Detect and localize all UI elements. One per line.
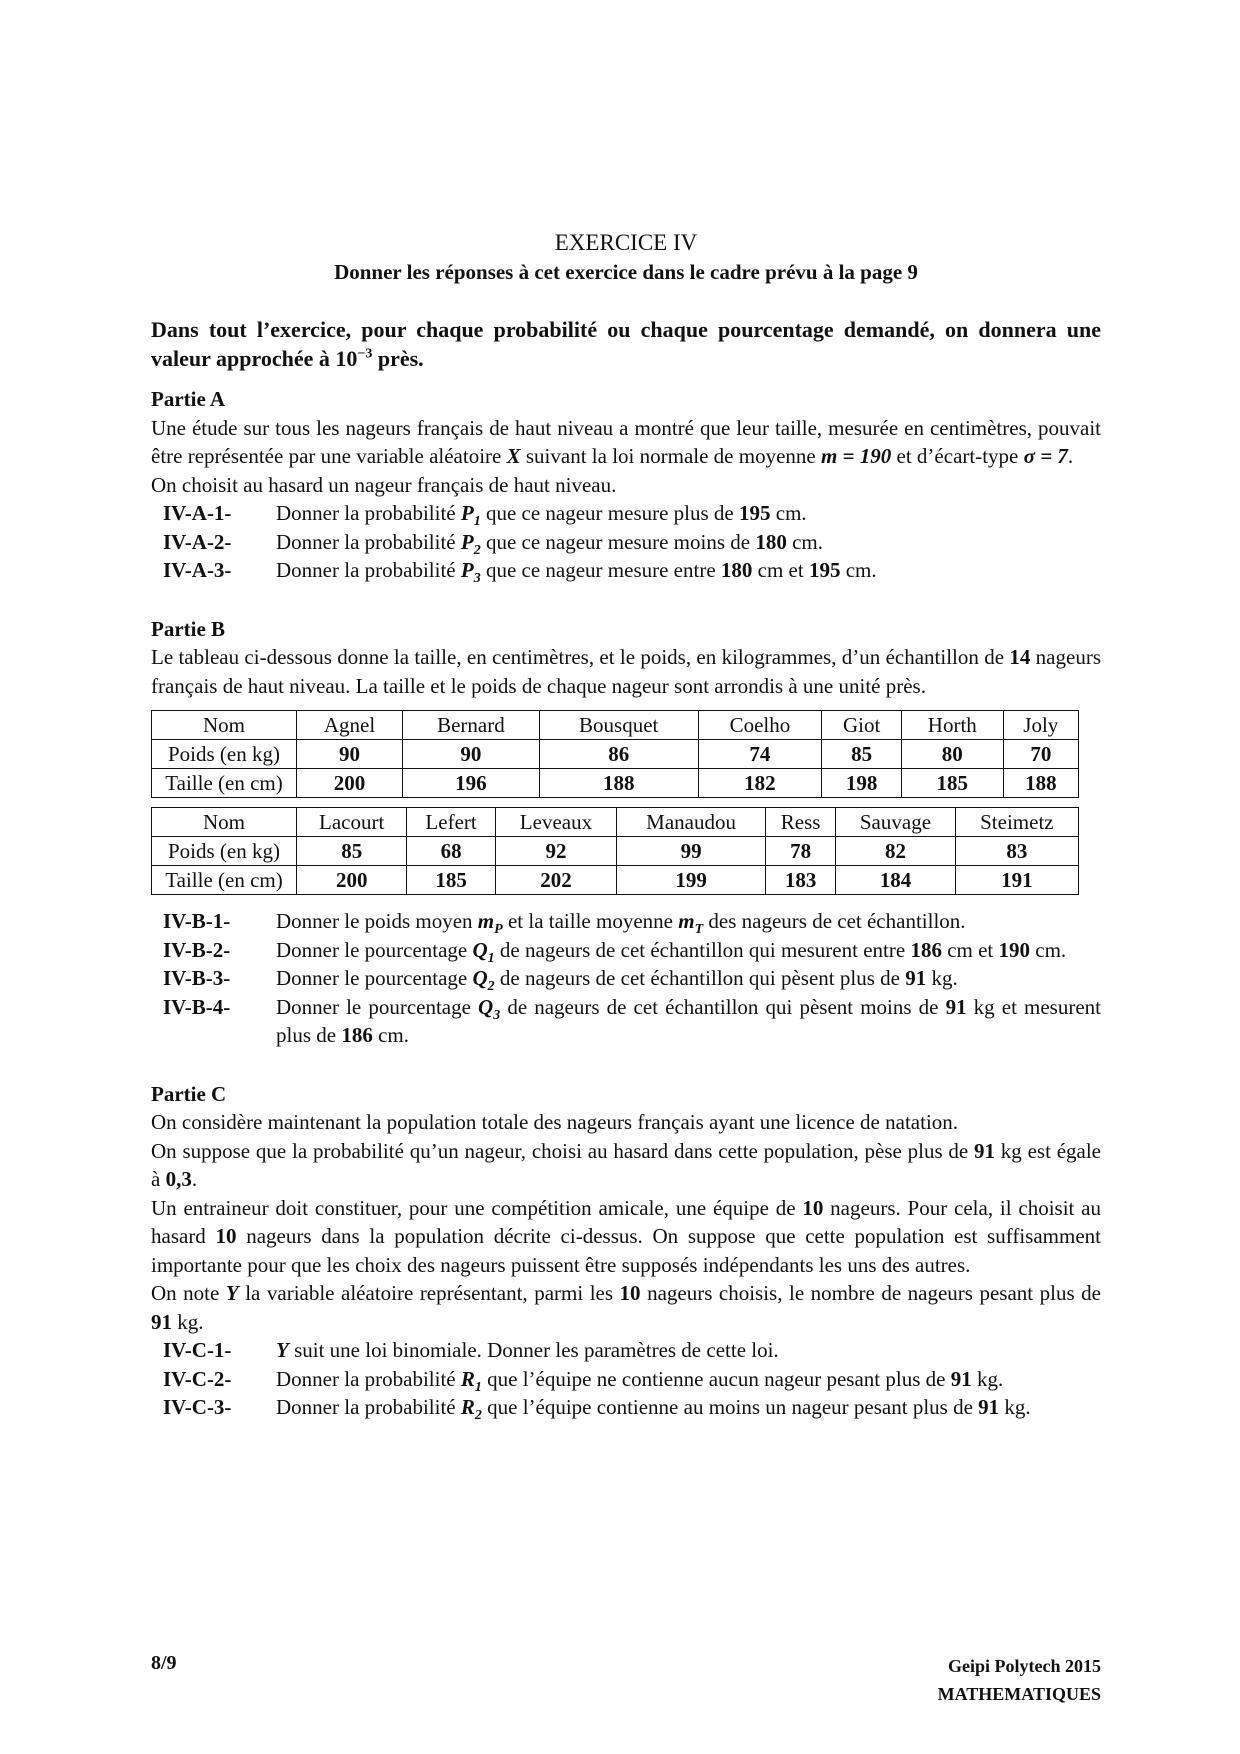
- question-text: [276, 993, 1101, 1050]
- table-row-names: [152, 808, 1079, 837]
- part-c-value: 91: [151, 1309, 172, 1334]
- question-iv-a-1: [163, 499, 1101, 528]
- swimmers-table-1: [151, 710, 1079, 798]
- part-c-title: Partie C: [151, 1081, 227, 1106]
- q-symbol: Y: [276, 1338, 289, 1362]
- table-cell: 185: [901, 769, 1003, 798]
- question-text: [276, 1393, 1101, 1422]
- table-cell: 200: [297, 769, 403, 798]
- table-cell: Sauvage: [836, 808, 956, 837]
- table-cell: Bernard: [403, 711, 540, 740]
- q-text: que ce nageur mesure plus de: [480, 501, 740, 525]
- q-text: cm et: [752, 558, 809, 582]
- q-symbol: Q: [472, 966, 488, 990]
- q-symbol: R: [460, 1366, 475, 1391]
- question-iv-b-1: [163, 907, 1101, 936]
- page-number: 8/9: [151, 1652, 177, 1674]
- question-iv-b-4: [163, 993, 1101, 1050]
- intro-exponent: −3: [357, 346, 373, 362]
- part-c-paragraph-1: On considère maintenant la population totale des nageurs français ayant une licence de natation.: [151, 1110, 959, 1134]
- part-c-value: 0,3: [165, 1167, 192, 1191]
- mean-expr: m = 190: [820, 444, 892, 468]
- table-cell: 92: [495, 837, 616, 866]
- q-subscript: 2: [474, 1408, 482, 1424]
- intro-text: Dans tout l’exercice, pour chaque probabilité ou chaque pourcentage demandé, on donnera une valeur approchée à 10: [151, 317, 1101, 371]
- q-text: que l’équipe contienne au moins un nageur pesant plus de: [481, 1395, 979, 1419]
- question-text: [276, 936, 1101, 965]
- q-text: Donner la probabilité: [276, 1366, 461, 1391]
- table-row-weights: [152, 837, 1079, 866]
- q-text: kg.: [971, 1366, 1004, 1391]
- q-text: et la taille moyenne: [502, 909, 679, 933]
- question-label: IV-A-3-: [163, 558, 232, 582]
- table-cell: Coelho: [698, 711, 822, 740]
- question-iv-c-2: [163, 1365, 1101, 1394]
- q-text: cm.: [786, 529, 823, 554]
- q-text: kg et mesurent plus de: [276, 994, 1102, 1047]
- row-header: Taille (en cm): [152, 866, 297, 895]
- question-label: IV-C-1-: [163, 1338, 232, 1362]
- q-value: 190: [998, 937, 1030, 962]
- exercise-page: [151, 228, 1101, 1422]
- question-iv-a-3: [163, 556, 1101, 585]
- part-c-text: On suppose que la probabilité qu’un nageur, choisi au hasard dans cette population, pèse plus de: [151, 1138, 975, 1163]
- table-cell: 78: [766, 837, 836, 866]
- part-c-text: nageurs choisis, le nombre de nageurs pesant plus de: [640, 1281, 1101, 1305]
- q-value: 186: [341, 1023, 373, 1047]
- intro-instruction: [151, 316, 1101, 373]
- part-c-value: 91: [974, 1138, 996, 1163]
- table-cell: 199: [617, 866, 766, 895]
- question-text: [276, 907, 1101, 936]
- q-text: cm.: [372, 1023, 409, 1047]
- q-value: 180: [755, 529, 787, 554]
- question-iv-c-1: [163, 1336, 1101, 1365]
- part-c-text: nageurs dans la population décrite ci-dessus. On suppose que cette population est suffisamment importante pour que les choix des nageurs puissent être supposés indépendants les uns des autres.: [151, 1224, 1101, 1277]
- part-c-value: 10: [215, 1224, 237, 1248]
- q-subscript: 1: [474, 1379, 482, 1395]
- table-cell: Giot: [822, 711, 902, 740]
- q-text: Donner le pourcentage: [276, 966, 473, 990]
- row-header: Taille (en cm): [152, 769, 297, 798]
- table-cell: 86: [539, 740, 698, 769]
- q-text: Donner la probabilité: [276, 558, 461, 582]
- q-symbol: m: [477, 909, 495, 933]
- part-a-text: .: [1067, 444, 1074, 468]
- table-row-weights: [152, 740, 1079, 769]
- part-c-text: kg.: [172, 1309, 204, 1334]
- q-text: Donner le poids moyen: [276, 909, 478, 933]
- question-iv-b-2: [163, 936, 1101, 965]
- part-c-text: nageurs. Pour cela, il choisit au hasard: [151, 1195, 1101, 1248]
- q-text: Donner la probabilité: [276, 501, 461, 525]
- q-text: cm.: [770, 501, 807, 525]
- q-text: cm.: [1030, 937, 1067, 962]
- part-b-statement: [151, 643, 1101, 700]
- table-cell: Joly: [1003, 711, 1078, 740]
- q-value: 91: [945, 994, 967, 1019]
- question-label: IV-B-3-: [163, 966, 231, 990]
- q-symbol: Q: [472, 937, 488, 962]
- question-iv-c-3: [163, 1393, 1101, 1422]
- q-text: cm et: [941, 937, 999, 962]
- question-text: [276, 1336, 1101, 1365]
- q-value: 91: [978, 1395, 1000, 1419]
- q-subscript: 2: [487, 979, 495, 995]
- question-label: IV-A-1-: [163, 501, 232, 525]
- table-cell: 198: [822, 769, 902, 798]
- footer-source: [938, 1652, 1101, 1708]
- q-value: 195: [808, 558, 841, 582]
- part-c-value: 10: [619, 1281, 641, 1305]
- table-cell: 70: [1003, 740, 1078, 769]
- q-symbol: Q: [478, 994, 494, 1019]
- q-value: 180: [720, 558, 753, 582]
- exercise-title: EXERCICE IV: [554, 230, 698, 255]
- q-text: que ce nageur mesure moins de: [480, 529, 756, 554]
- row-header: Poids (en kg): [152, 740, 297, 769]
- part-c-text: .: [191, 1167, 198, 1191]
- table-cell: 202: [495, 866, 616, 895]
- q-text: Donner la probabilité: [276, 529, 461, 554]
- table-cell: 200: [297, 866, 407, 895]
- table-cell: 182: [698, 769, 822, 798]
- q-text: que ce nageur mesure entre: [480, 558, 721, 582]
- row-header: Nom: [152, 711, 297, 740]
- question-text: [276, 1365, 1101, 1394]
- question-label: IV-A-2-: [163, 529, 232, 554]
- table-cell: 183: [766, 866, 836, 895]
- table-cell: 188: [539, 769, 698, 798]
- question-label: IV-B-2-: [163, 937, 231, 962]
- table-cell: 99: [617, 837, 766, 866]
- part-c-paragraph-2: [151, 1137, 1101, 1194]
- part-a-statement: [151, 414, 1101, 471]
- part-a-text: Une étude sur tous les nageurs français de haut niveau a montré que leur taille, mesurée en centimètres, pouvait être représentée par une variable aléatoire: [151, 415, 1101, 468]
- q-value: 195: [739, 501, 771, 525]
- table-row-heights: [152, 769, 1079, 798]
- q-value: 186: [910, 937, 942, 962]
- table-cell: 191: [955, 866, 1078, 895]
- q-symbol: m: [678, 909, 695, 933]
- table-cell: 74: [698, 740, 822, 769]
- sigma-expr: σ = 7: [1023, 444, 1068, 468]
- table-row-names: [152, 711, 1079, 740]
- q-text: de nageurs de cet échantillon qui pèsent plus de: [494, 966, 906, 990]
- q-text: kg.: [999, 1395, 1031, 1419]
- question-iv-a-2: [163, 528, 1101, 557]
- q-text: Donner la probabilité: [276, 1395, 461, 1419]
- q-subscript: 3: [473, 571, 481, 587]
- question-label: IV-B-4-: [163, 994, 231, 1019]
- table-cell: 68: [407, 837, 495, 866]
- q-subscript: P: [494, 922, 503, 938]
- var-y: Y: [225, 1281, 239, 1305]
- var-x: X: [506, 444, 521, 468]
- row-header: Poids (en kg): [152, 837, 297, 866]
- q-text: de nageurs de cet échantillon qui pèsent moins de: [500, 994, 946, 1019]
- q-subscript: 1: [487, 950, 495, 966]
- part-a-title: Partie A: [151, 387, 226, 411]
- table-cell: 196: [403, 769, 540, 798]
- table-row-heights: [152, 866, 1079, 895]
- table-cell: 85: [822, 740, 902, 769]
- table-cell: 188: [1003, 769, 1078, 798]
- question-text: [276, 499, 1101, 528]
- table-cell: 185: [407, 866, 495, 895]
- table-cell: Steimetz: [955, 808, 1078, 837]
- table-cell: Ress: [766, 808, 836, 837]
- table-cell: Manaudou: [617, 808, 766, 837]
- q-symbol: R: [460, 1395, 475, 1419]
- part-b-text: nageurs français de haut niveau. La taille et le poids de chaque nageur sont arrondis à une unité près.: [151, 645, 1101, 698]
- q-text: cm.: [840, 558, 877, 582]
- table-cell: 90: [403, 740, 540, 769]
- question-label: IV-C-2-: [163, 1366, 232, 1391]
- table-cell: Agnel: [297, 711, 403, 740]
- q-symbol: P: [460, 529, 474, 554]
- part-c-text: Un entraineur doit constituer, pour une compétition amicale, une équipe de: [151, 1195, 803, 1220]
- table-cell: 83: [955, 837, 1078, 866]
- q-subscript: 1: [473, 514, 481, 530]
- sample-size: 14: [1009, 645, 1031, 669]
- part-a-text: suivant la loi normale de moyenne: [520, 444, 821, 468]
- q-text: kg.: [926, 966, 958, 990]
- part-c-value: 10: [802, 1195, 824, 1220]
- part-a-choice: On choisit au hasard un nageur français de haut niveau.: [151, 472, 617, 497]
- footer-subject: MATHEMATIQUES: [937, 1684, 1101, 1704]
- table-cell: 80: [901, 740, 1003, 769]
- q-text: des nageurs de cet échantillon.: [703, 909, 966, 933]
- q-text: Donner le pourcentage: [276, 994, 479, 1019]
- table-cell: 85: [297, 837, 407, 866]
- q-value: 91: [905, 966, 927, 990]
- part-b-title: Partie B: [151, 616, 226, 641]
- part-c-paragraph-4: [151, 1279, 1101, 1336]
- exercise-subtitle: Donner les réponses à cet exercice dans le cadre prévu à la page 9: [334, 260, 918, 284]
- q-subscript: 3: [493, 1007, 501, 1023]
- table-cell: 184: [836, 866, 956, 895]
- q-subscript: 2: [473, 542, 481, 558]
- q-text: Donner le pourcentage: [276, 937, 473, 962]
- part-c-paragraph-3: [151, 1194, 1101, 1280]
- footer-exam: Geipi Polytech 2015: [948, 1656, 1101, 1676]
- question-label: IV-B-1-: [163, 909, 231, 933]
- table-cell: 90: [297, 740, 403, 769]
- question-label: IV-C-3-: [163, 1395, 232, 1419]
- question-iv-b-3: [163, 964, 1101, 993]
- intro-text-end: près.: [372, 345, 424, 371]
- row-header: Nom: [152, 808, 297, 837]
- table-cell: Leveaux: [495, 808, 616, 837]
- q-symbol: P: [460, 501, 474, 525]
- q-text: suit une loi binomiale. Donner les paramètres de cette loi.: [288, 1338, 779, 1362]
- table-cell: Horth: [901, 711, 1003, 740]
- question-text: [276, 556, 1101, 585]
- part-b-text: Le tableau ci-dessous donne la taille, en centimètres, et le poids, en kilogrammes, d’un échantillon de: [151, 645, 1010, 669]
- q-symbol: P: [460, 558, 474, 582]
- table-cell: Bousquet: [539, 711, 698, 740]
- question-text: [276, 528, 1101, 557]
- part-c-text: la variable aléatoire représentant, parmi les: [238, 1281, 620, 1305]
- part-a-text: et d’écart-type: [891, 444, 1024, 468]
- swimmers-table-2: [151, 807, 1079, 895]
- q-subscript: T: [694, 922, 704, 938]
- question-text: [276, 964, 1101, 993]
- table-cell: Lacourt: [297, 808, 407, 837]
- part-c-text: kg est égale à: [151, 1138, 1101, 1191]
- q-text: de nageurs de cet échantillon qui mesurent entre: [494, 937, 911, 962]
- q-value: 91: [950, 1366, 972, 1391]
- part-c-text: On note: [151, 1281, 226, 1305]
- q-text: que l’équipe ne contienne aucun nageur pesant plus de: [481, 1366, 951, 1391]
- table-cell: 82: [836, 837, 956, 866]
- table-cell: Lefert: [407, 808, 495, 837]
